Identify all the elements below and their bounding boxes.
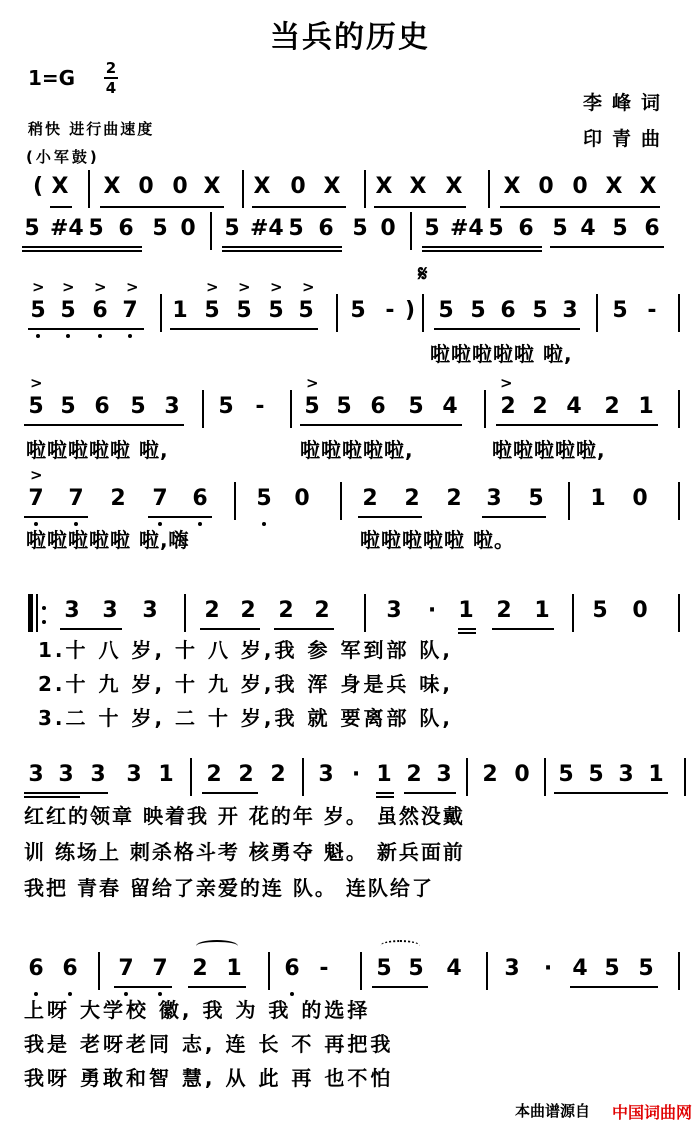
composer-credit: 印青曲 xyxy=(582,128,670,150)
verse-b-1: 红红的领章 映着我 开 花的年 岁。 虽然没戴 xyxy=(24,804,465,828)
time-top: 2 xyxy=(105,59,117,77)
key-signature: 1=G xyxy=(28,66,76,90)
music-row-7: 6 6 7 7 2 1 6 - 5 5 4 3 · 4 5 5 xyxy=(0,950,700,992)
verse-a-1: 1.十 八 岁, 十 八 岁,我 参 军到部 队, xyxy=(38,638,454,662)
intro-row-2: > > > > 5 5 6 7 > > > > 1 5 5 5 5 5 - ) 𝄋 5 5 6 5 3 5 - xyxy=(0,292,700,334)
verse-a-2: 2.十 九 岁, 十 九 岁,我 浑 身是兵 味, xyxy=(38,672,454,696)
music-row-6: 3 3 3 3 1 2 2 2 3 · 1 2 3 2 0 5 5 3 1 xyxy=(0,756,700,798)
verse-c-2: 我是 老呀老同 志, 连 长 不 再把我 xyxy=(24,1032,394,1056)
source-note: 本曲谱源自 xyxy=(514,1102,590,1120)
time-bottom: 4 xyxy=(105,79,117,97)
tempo-marking: 稍快 进行曲速度 xyxy=(28,120,155,138)
lyrics-row-2: 啦啦啦啦啦 啦, 啦啦啦啦啦, 啦啦啦啦啦, xyxy=(26,438,606,462)
verse-b-3: 我把 青春 留给了亲爱的连 队。 连队给了 xyxy=(24,876,434,900)
drum-label: (小军鼓) xyxy=(26,148,100,166)
intro-row-1: 5 #4 5 6 5 0 5 #4 5 6 5 0 5 #4 5 6 5 4 5 6 xyxy=(0,210,700,252)
music-row-4: > 7 7 2 7 6 5 0 2 2 2 3 5 1 0 xyxy=(0,480,700,522)
lyrics-row-1: 啦啦啦啦啦 啦, xyxy=(430,342,573,366)
verse-b-2: 训 练场上 刺杀格斗考 核勇夺 魁。 新兵面前 xyxy=(24,840,465,864)
song-title: 当兵的历史 xyxy=(270,20,430,55)
site-watermark[interactable]: 中国词曲网 xyxy=(611,1103,692,1122)
drum-intro-row: ( X X 0 0 X X 0 X X X X X 0 0 X X xyxy=(0,168,700,210)
lyricist-credit: 李峰词 xyxy=(582,92,670,114)
verse-c-3: 我呀 勇敢和智 慧, 从 此 再 也不怕 xyxy=(24,1066,394,1090)
time-signature xyxy=(104,60,118,96)
lyrics-row-3: 啦啦啦啦啦 啦,嗨 啦啦啦啦啦 啦。 xyxy=(26,528,515,552)
music-row-3: > 5 5 6 5 3 5 - > 5 5 6 5 4 > 2 2 4 2 1 xyxy=(0,388,700,430)
verse-a-3: 3.二 十 岁, 二 十 岁,我 就 要离部 队, xyxy=(38,706,454,730)
music-row-5: 3 3 3 2 2 2 2 3 · 1 2 1 5 0 xyxy=(0,592,700,634)
verse-c-1: 上呀 大学校 徽, 我 为 我 的选择 xyxy=(24,998,371,1022)
